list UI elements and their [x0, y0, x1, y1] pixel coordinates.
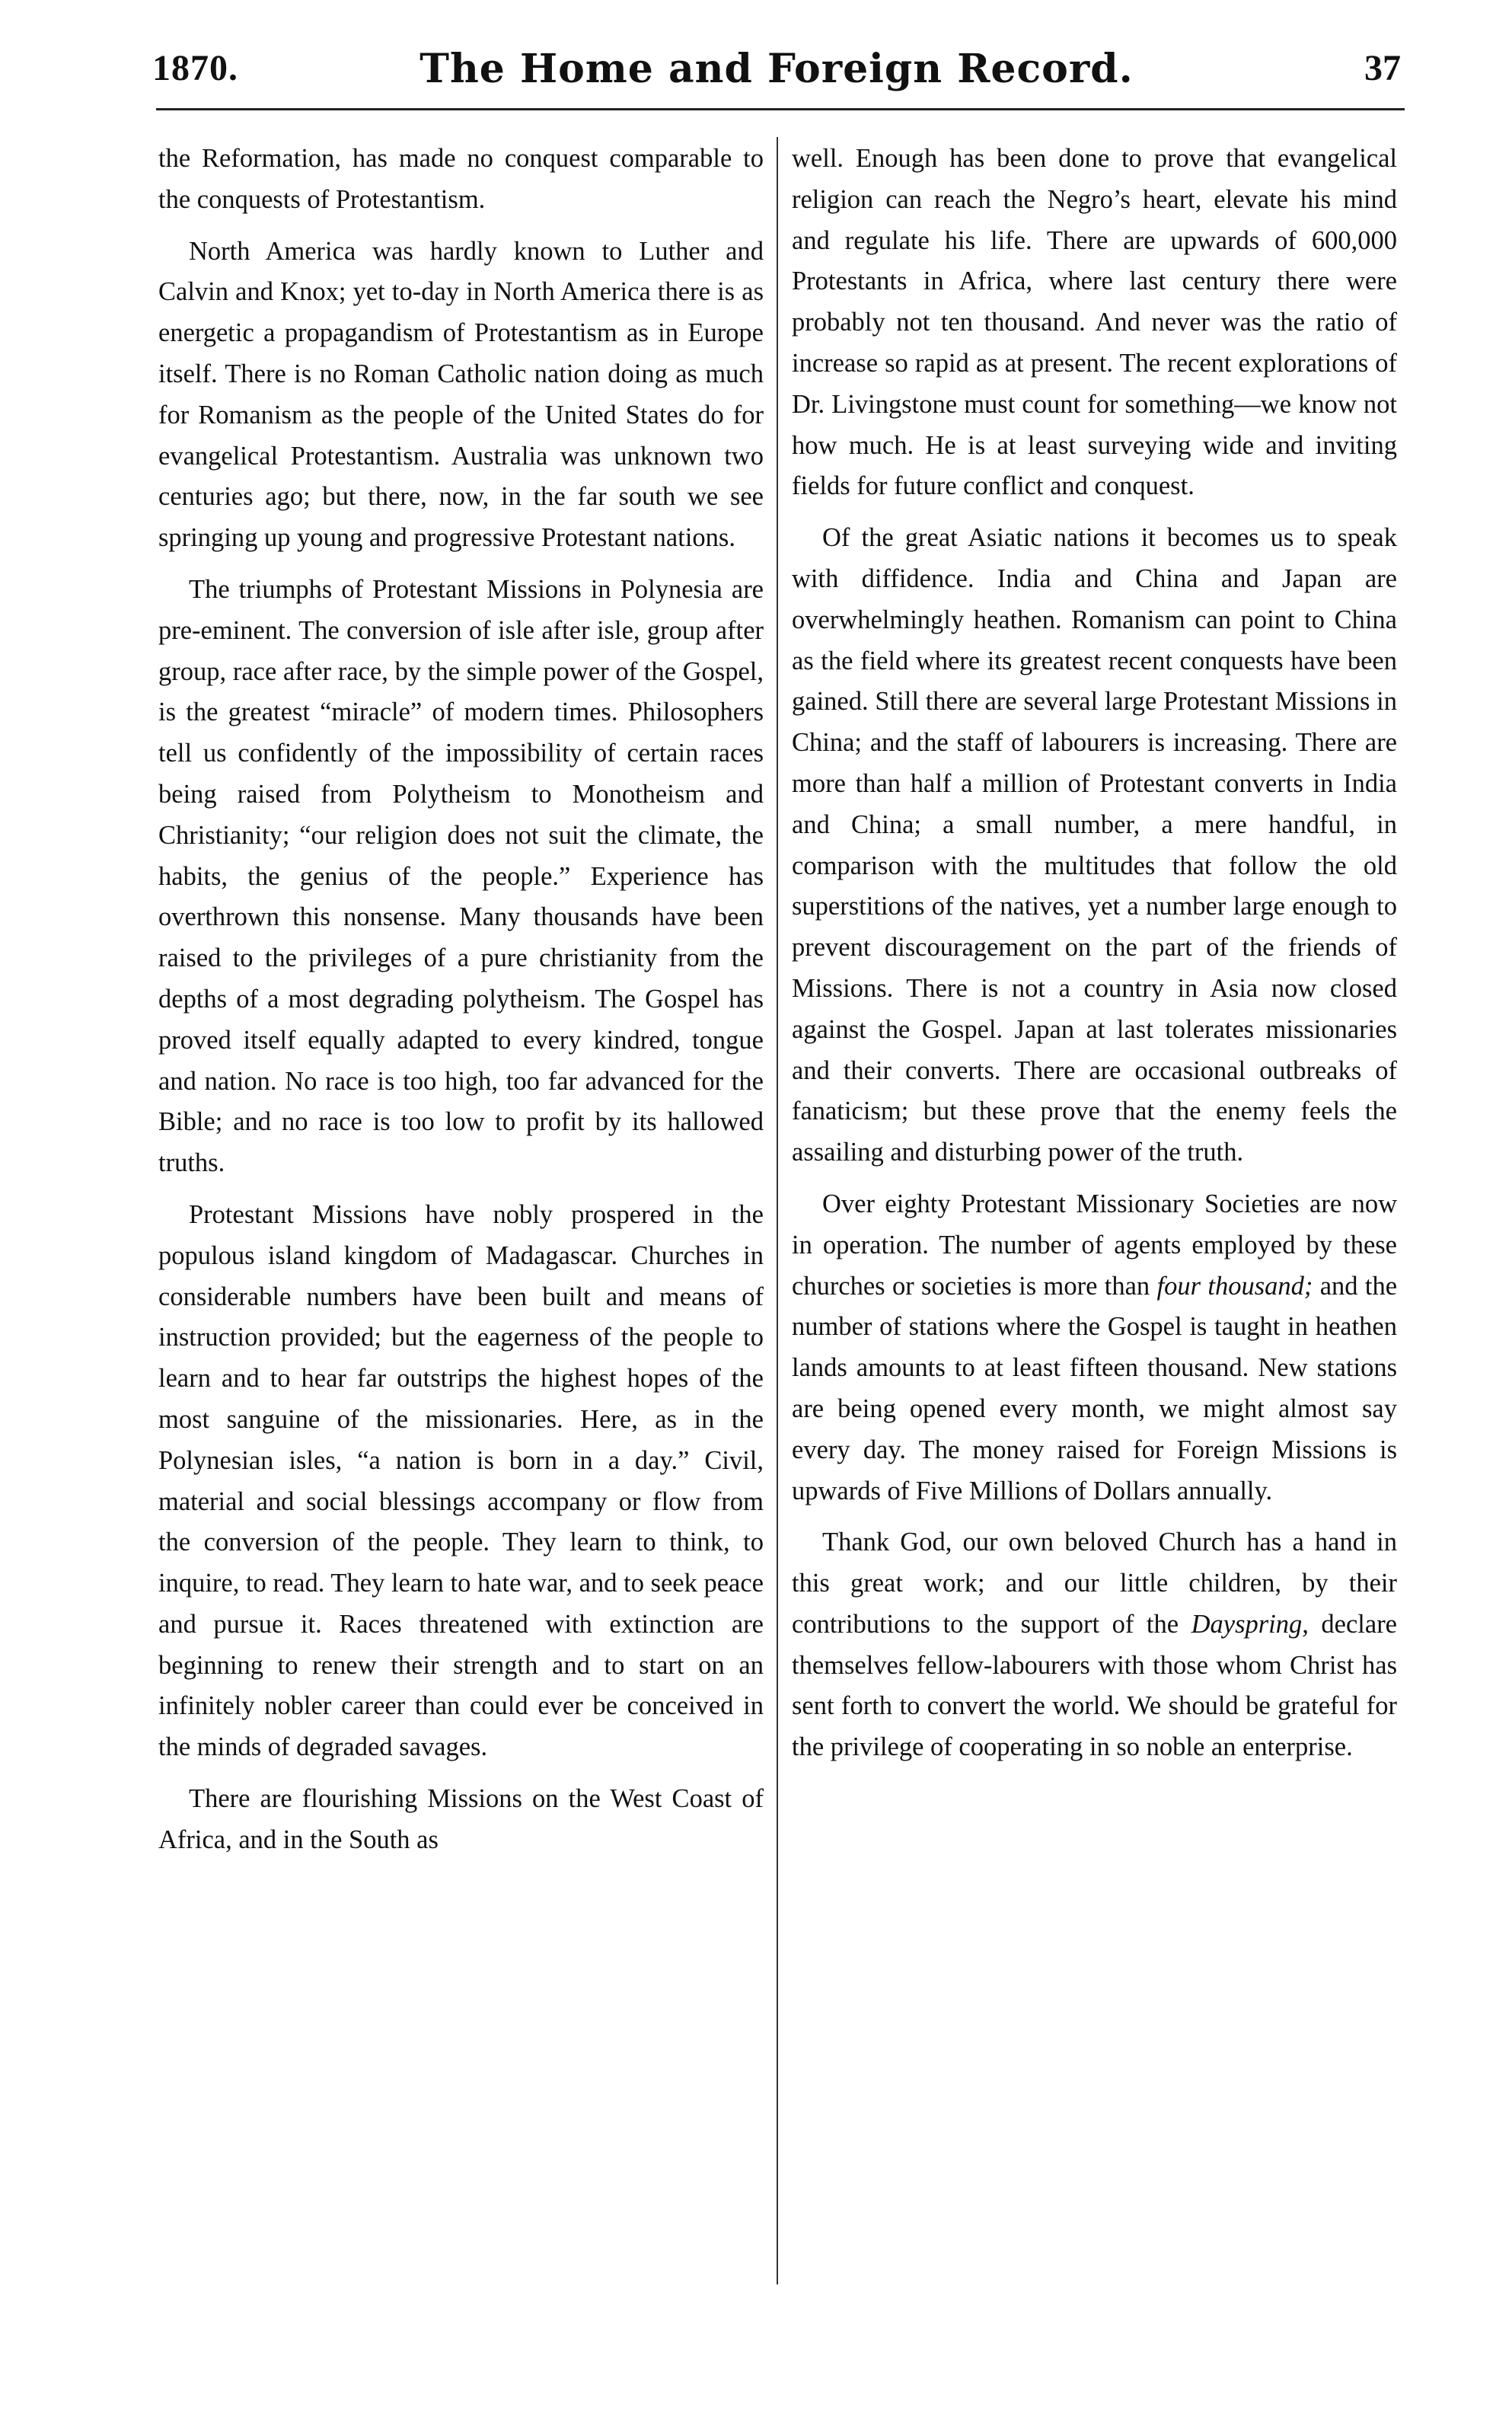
text-run: and the number of stations where the Gospel is taught in heathen lands amounts to at least fifteen thousand. New stations are being opened every month, we might almost say every day. The money raised for Foreign Missions is upwards of Five Millions of Dollars annually. — [792, 1271, 1398, 1505]
text-run: Over eighty Protestant Missionary Societies are now in operation. The number of agents employed by these churches or societies is more than — [792, 1189, 1397, 1301]
page-number: 37 — [1364, 48, 1401, 88]
header-rule — [156, 108, 1405, 110]
paragraph-dayspring — [792, 1522, 1397, 1768]
left-column — [158, 139, 764, 1872]
text-run: declare themselves fellow-labourers with those whom Christ has sent forth to convert the world. We should be grateful for the privilege of cooperating in so noble an enterprise. — [792, 1609, 1397, 1762]
paragraph-madagascar: Protestant Missions have nobly prospered in the populous island kingdom of Madagascar. Churches in considerable numbers have been built and means of instruction provided; but the eagerness of the people to learn and to hear far outstrips the highest hopes of the most sanguine of the missionaries. Here, as in the Polynesian isles, “a nation is born in a day.” Civil, material and social blessings accompany or flow from the conversion of the people. They learn to think, to inquire, to read. They learn to hate war, and to seek peace and pursue it. Races threatened with extinction are beginning to renew their strength and to start on an infinitely nobler career than could ever be conceived in the minds of degraded savages. — [158, 1199, 764, 1762]
emphasis-four-thousand: four thousand; — [1156, 1271, 1313, 1301]
header-year: 1870. — [152, 48, 238, 88]
paragraph-reformation-continued: the Reformation, has made no conquest comparable to the conquests of Protestantism. — [158, 144, 764, 214]
paragraph-missionary-societies — [792, 1184, 1397, 1512]
journal-title: The Home and Foreign Record. — [419, 46, 1134, 92]
paragraph-polynesia: The triumphs of Protestant Missions in Polynesia are pre-eminent. The conversion of isle after isle, group after group, race after race, by the simple power of the Gospel, is the greatest “miracle” of modern times. Philosophers tell us confidently of the impossibility of certain races being raised from Polytheism to Monotheism and Christianity; “our religion does not suit the climate, the habits, the genius of the people.” Experience has overthrown this nonsense. Many thousands have been raised to the privileges of a pure christianity from the depths of a most degrading polytheism. The Gospel has proved itself equally adapted to every kindred, tongue and nation. No race is too high, too far advanced for the Bible; and no race is too low to profit by its hallowed truths. — [158, 574, 764, 1178]
emphasis-dayspring: Dayspring, — [1191, 1609, 1309, 1639]
paragraph-asia: Of the great Asiatic nations it becomes us to speak with diffidence. India and China and Japan are overwhelmingly heathen. Romanism can point to China as the field where its greatest recent conquests have been gained. Still there are several large Protestant Missions in China; and the staff of labourers is increasing. There are more than half a million of Protestant converts in India and China; a small number, a mere handful, in comparison with the multitudes that follow the old superstitions of the natives, yet a number large enough to prevent discouragement on the part of the friends of Missions. There is not a country in Asia now closed against the Gospel. Japan at last tolerates missionaries and their converts. There are occasional outbreaks of fanaticism; but these prove that the enemy feels the assailing and disturbing power of the truth. — [792, 523, 1397, 1167]
text-run: Thank God, our own beloved Church has a hand in this great work; and our little children, by their contributions to the support of the — [792, 1528, 1397, 1639]
paragraph-africa-start: There are flourishing Missions on the West Coast of Africa, and in the South as — [158, 1784, 764, 1854]
column-divider — [777, 137, 778, 2284]
paragraph-north-america: North America was hardly known to Luther and Calvin and Knox; yet to-day in North America there is as energetic a propagandism of Protestantism as in Europe itself. There is no Roman Catholic nation doing as much for Romanism as the people of the United States do for evangelical Protestantism. Australia was unknown two centuries ago; but there, now, in the far south we see springing up young and progressive Protestant nations. — [158, 236, 764, 553]
paragraph-africa-continued: well. Enough has been done to prove that evangelical religion can reach the Negro’s heart, elevate his mind and regulate his life. There are upwards of 600,000 Protestants in Africa, where last century there were probably not ten thousand. And never was the ratio of increase so rapid as at present. The recent explorations of Dr. Livingstone must count for something—we know not how much. He is at least surveying wide and inviting fields for future conflict and conquest. — [792, 144, 1397, 501]
running-header — [152, 47, 1401, 101]
right-column — [792, 139, 1397, 1779]
